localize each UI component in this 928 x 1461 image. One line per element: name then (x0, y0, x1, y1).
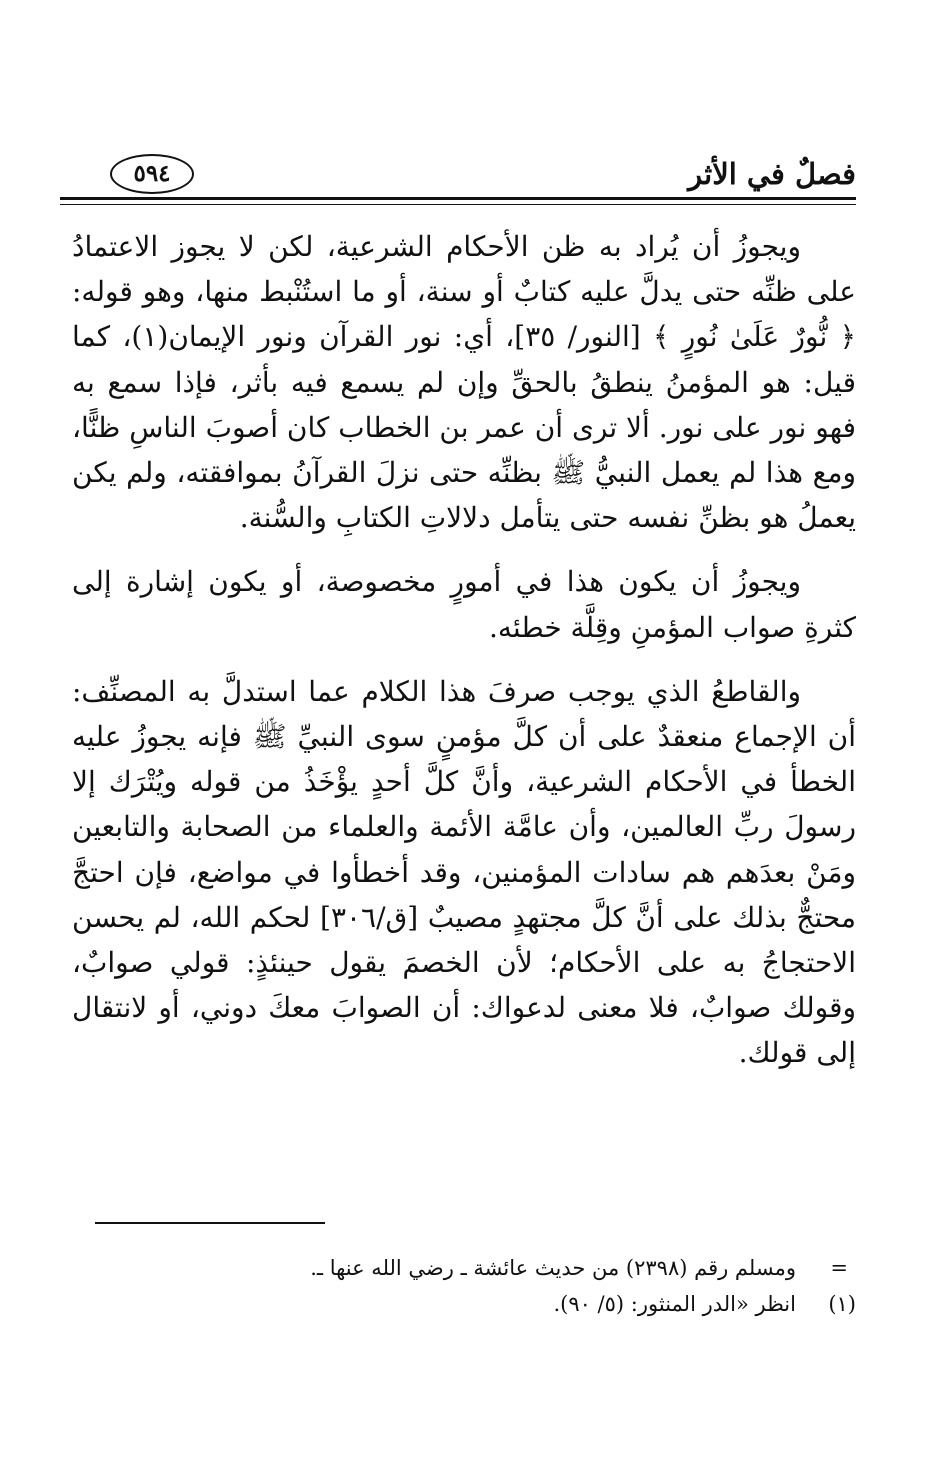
paragraph-3: والقاطعُ الذي يوجب صرفَ هذا الكلام عما استدلَّ به المصنِّف: أن الإجماع منعقدٌ على أن كلَّ مؤمنٍ سوى النبيِّ ﷺ فإنه يجوزُ عليه الخطأ في الأحكام الشرعية، وأنَّ كلَّ أحدٍ يؤْخَذُ من قوله ويُتْرَك إلا رسولَ ربِّ العالمين، وأن عامَّة الأئمة والعلماء من الصحابة والتابعين ومَنْ بعدَهم هم سادات المؤمنين، وقد أخطأوا في مواضع، فإن احتجَّ محتجٌّ بذلك على أنَّ كلَّ مجتهدٍ مصيبٌ [ق/٣٠٦] لحكم الله، لم يحسن الاحتجاجُ به على الأحكام؛ لأن الخصمَ يقول حينئذٍ: قولي صوابٌ، وقولك صوابٌ، فلا معنى لدعواك: أن الصوابَ معكَ دوني، أو لانتقال إلى قولك. (72, 674, 857, 1070)
page-number-badge: ٥٩٤ (110, 154, 194, 194)
footnote-separator (95, 1222, 325, 1224)
paragraph-2: ويجوزُ أن يكون هذا في أمورٍ مخصوصة، أو يكون إشارة إلى كثرةِ صواب المؤمنِ وقِلَّة خطئه. (72, 565, 856, 644)
footnote-continued (72, 1250, 856, 1286)
running-header (60, 150, 856, 198)
footnote-text: انظر «الدر المنثور: (٥/ ٩٠). (553, 1292, 796, 1316)
main-text (72, 224, 856, 1076)
footnote-marker: (١) (828, 1292, 856, 1316)
header-rule (60, 197, 856, 200)
footnote-marker: = (830, 1256, 848, 1280)
chapter-title: فصلٌ في الأثر (688, 157, 856, 191)
footnote-text: ومسلم رقم (٢٣٩٨) من حديث عائشة ـ رضي الله عنها ـ. (310, 1256, 796, 1280)
header-rule-thin (60, 204, 856, 205)
footnote-1 (72, 1286, 856, 1322)
paragraph-1: ويجوزُ أن يُراد به ظن الأحكام الشرعية، لكن لا يجوز الاعتمادُ على ظنِّه حتى يدلَّ عليه كتابٌ أو سنة، أو ما استُنْبط منها، وهو قوله: ﴿ نُّورٌ عَلَىٰ نُورٍ ﴾ [النور/ ٣٥]، أي: نور القرآن ونور الإيمان(١)، كما قيل: هو المؤمنُ ينطقُ بالحقِّ وإن لم يسمع فيه بأثر، فإذا سمع به فهو نور على نور. ألا ترى أن عمر بن الخطاب كان أصوبَ الناسِ ظنًّا، ومع هذا لم يعمل النبيُّ ﷺ بظنِّه حتى نزلَ القرآنُ بموافقته، ولم يكن يعملُ هو بظنِّ نفسه حتى يتأمل دلالاتِ الكتابِ والسُّنة. (72, 230, 856, 535)
footnotes (72, 1250, 856, 1322)
